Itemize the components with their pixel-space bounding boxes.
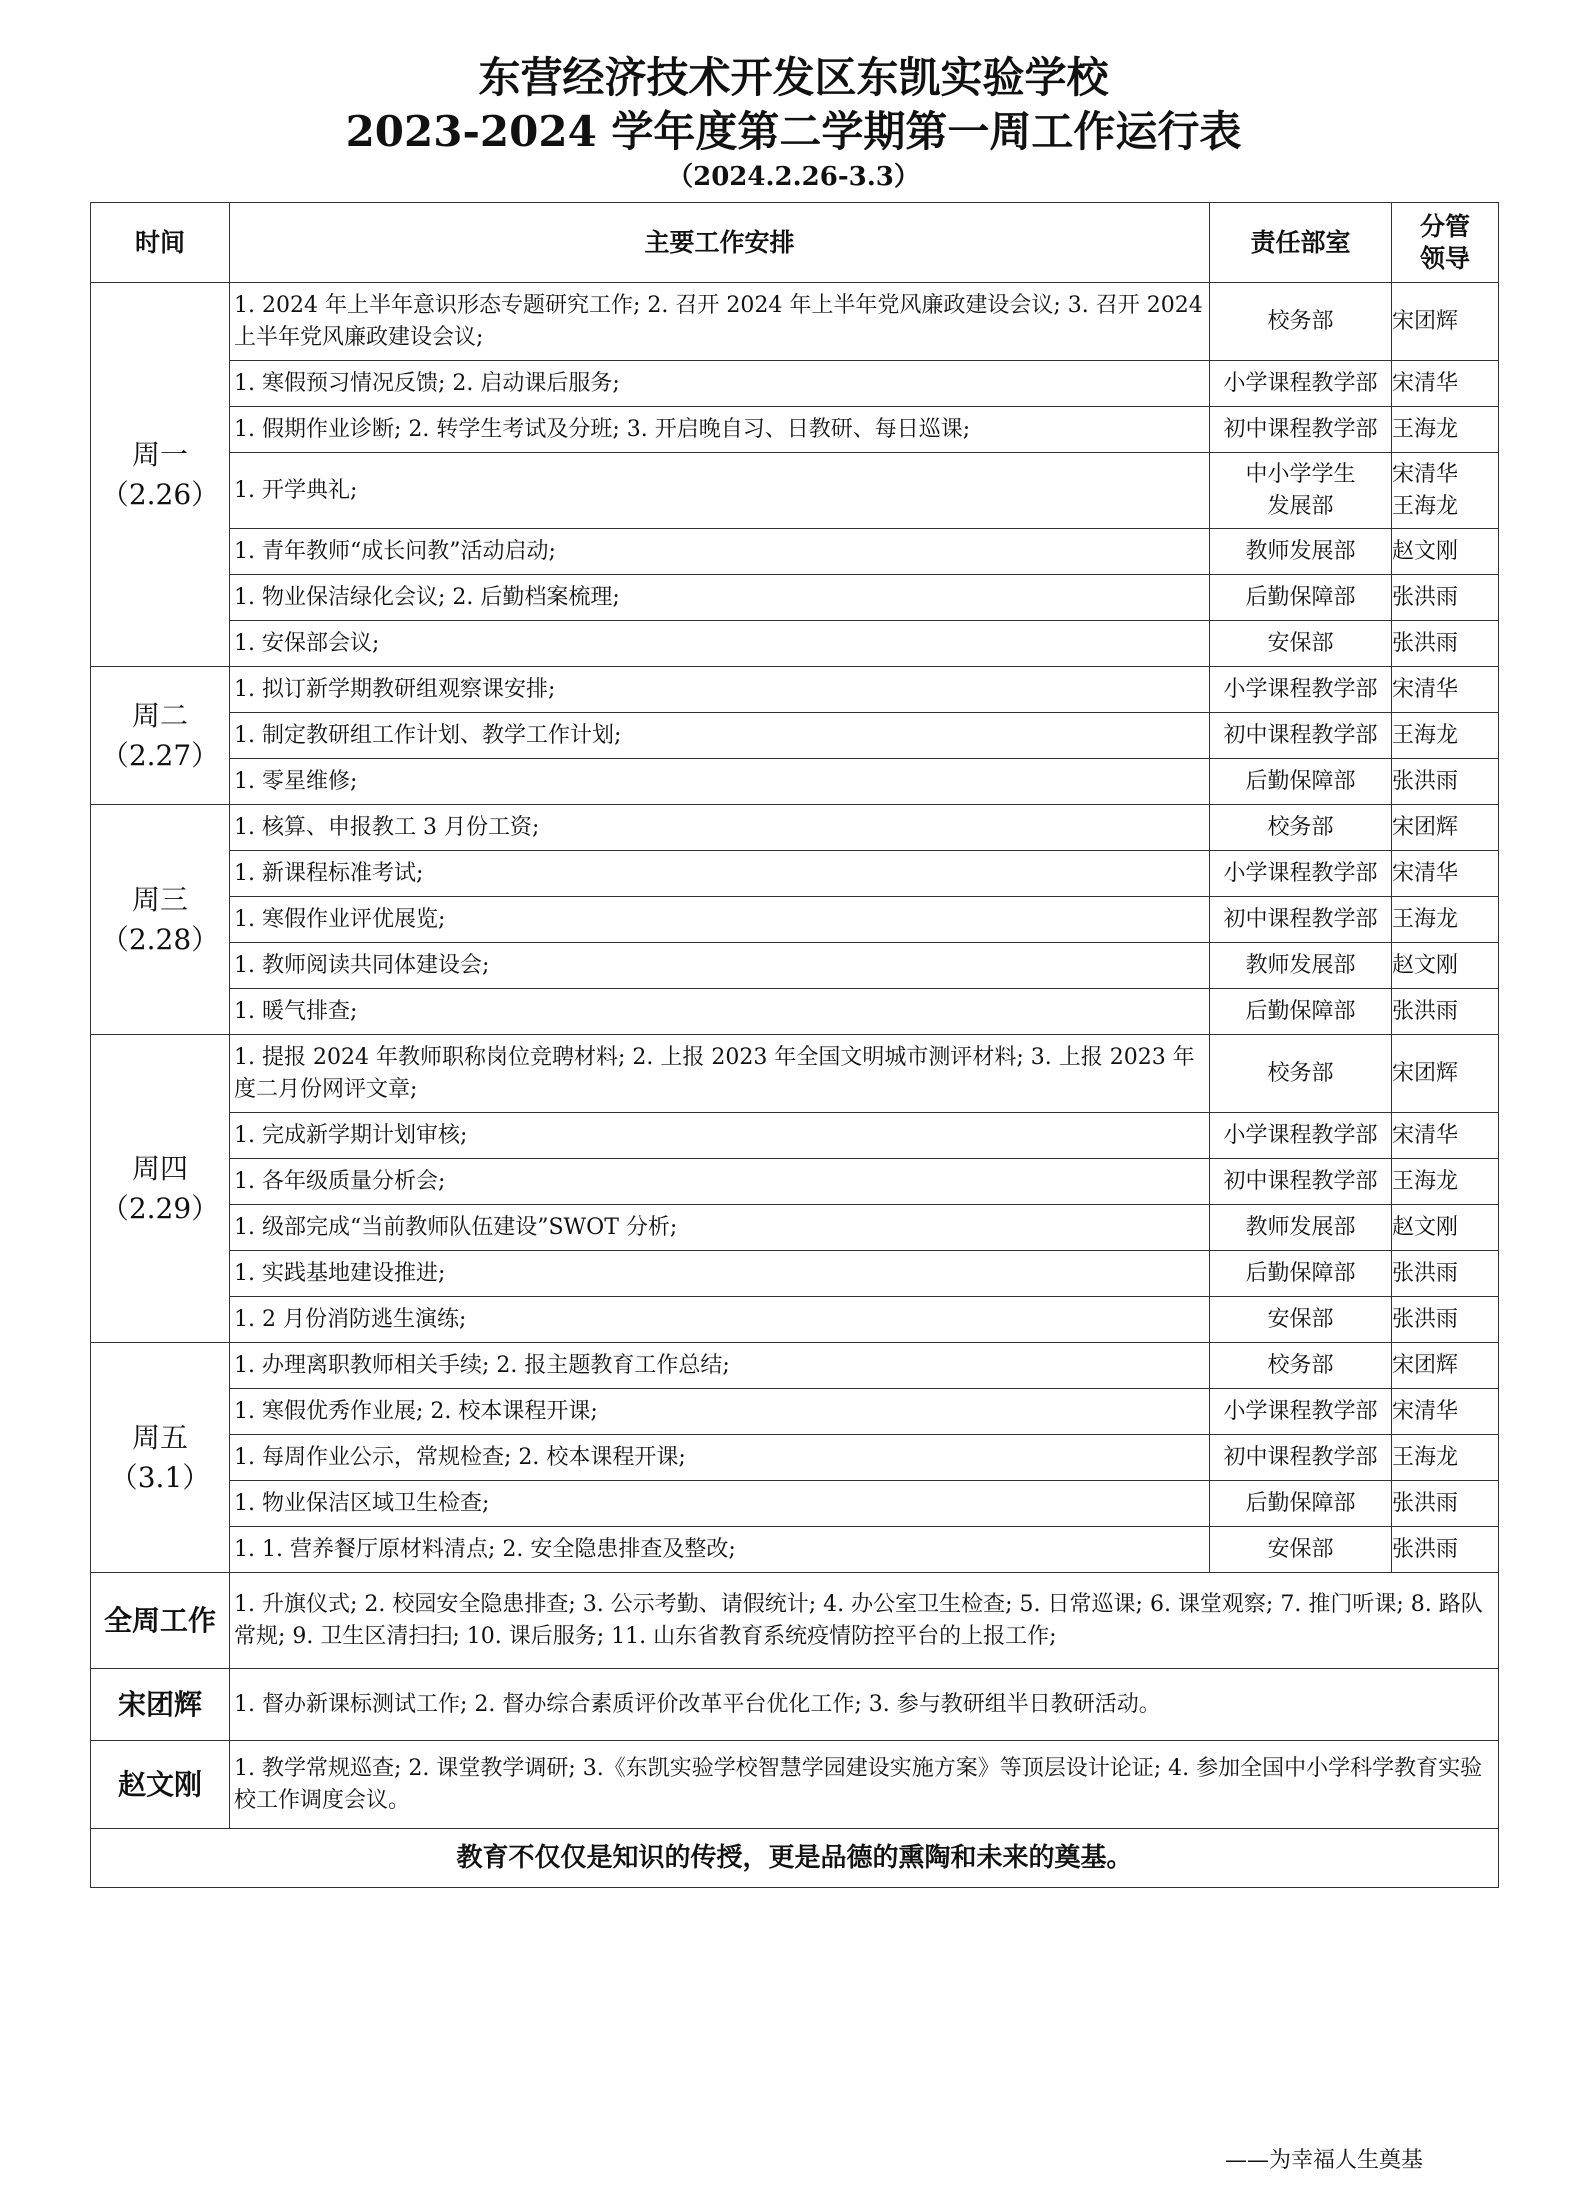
table-row (91, 943, 1499, 989)
table-row (91, 1389, 1499, 1435)
dept-cell: 校务部 (1210, 805, 1392, 851)
table-row (91, 713, 1499, 759)
task-cell: 1. 物业保洁绿化会议; 2. 后勤档案梳理; (230, 575, 1210, 621)
header-dept: 责任部室 (1210, 203, 1392, 283)
leader-cell: 王海龙 (1392, 713, 1499, 759)
task-cell: 1. 实践基地建设推进; (230, 1251, 1210, 1297)
document-subtitle: 2023-2024 学年度第二学期第一周工作运行表 (345, 107, 1242, 156)
leader-cell: 王海龙 (1392, 1435, 1499, 1481)
table-row (91, 407, 1499, 453)
dept-cell: 中小学学生 发展部 (1210, 453, 1392, 529)
table-row (91, 851, 1499, 897)
dept-cell: 校务部 (1210, 283, 1392, 361)
leader-cell: 张洪雨 (1392, 1481, 1499, 1527)
dept-cell: 安保部 (1210, 1527, 1392, 1573)
dept-cell: 小学课程教学部 (1210, 361, 1392, 407)
task-cell: 1. 2 月份消防逃生演练; (230, 1297, 1210, 1343)
table-row (91, 575, 1499, 621)
task-cell: 1. 2024 年上半年意识形态专题研究工作; 2. 召开 2024 年上半年党风廉政建设会议; 3. 召开 2024 上半年党风廉政建设会议; (230, 283, 1210, 361)
dept-cell: 校务部 (1210, 1343, 1392, 1389)
task-cell: 1. 寒假预习情况反馈; 2. 启动课后服务; (230, 361, 1210, 407)
header-work: 主要工作安排 (230, 203, 1210, 283)
leader-cell: 张洪雨 (1392, 1251, 1499, 1297)
table-row (91, 667, 1499, 713)
dept-cell: 后勤保障部 (1210, 1251, 1392, 1297)
task-cell: 1. 暖气排查; (230, 989, 1210, 1035)
table-row (91, 989, 1499, 1035)
dept-cell: 初中课程教学部 (1210, 897, 1392, 943)
table-row (91, 529, 1499, 575)
table-row (91, 1527, 1499, 1573)
task-cell: 1. 完成新学期计划审核; (230, 1113, 1210, 1159)
summary-row (91, 1573, 1499, 1669)
leader-cell: 宋清华 王海龙 (1392, 453, 1499, 529)
task-cell: 1. 寒假作业评优展览; (230, 897, 1210, 943)
dept-cell: 小学课程教学部 (1210, 1113, 1392, 1159)
day-date: （2.26） (100, 477, 220, 511)
table-row (91, 1481, 1499, 1527)
day-name: 周四 (131, 1151, 188, 1185)
dept-cell: 小学课程教学部 (1210, 1389, 1392, 1435)
leader-cell: 王海龙 (1392, 897, 1499, 943)
table-row (91, 1113, 1499, 1159)
table-row (91, 897, 1499, 943)
leader-cell: 赵文刚 (1392, 1205, 1499, 1251)
dept-cell: 教师发展部 (1210, 529, 1392, 575)
table-row (91, 805, 1499, 851)
dept-cell: 校务部 (1210, 1035, 1392, 1113)
leader-cell: 宋清华 (1392, 1389, 1499, 1435)
day-date: （2.28） (100, 922, 220, 956)
summary-text: 1. 督办新课标测试工作; 2. 督办综合素质评价改革平台优化工作; 3. 参与教研组半日教研活动。 (230, 1669, 1499, 1741)
leader-cell: 宋团辉 (1392, 1343, 1499, 1389)
task-cell: 1. 开学典礼; (230, 453, 1210, 529)
table-row (91, 621, 1499, 667)
dept-cell: 小学课程教学部 (1210, 667, 1392, 713)
dept-cell: 安保部 (1210, 621, 1392, 667)
summary-label: 宋团辉 (91, 1669, 230, 1741)
leader-cell: 宋团辉 (1392, 805, 1499, 851)
dept-cell: 初中课程教学部 (1210, 713, 1392, 759)
day-name: 周三 (131, 882, 188, 916)
dept-cell: 后勤保障部 (1210, 759, 1392, 805)
task-cell: 1. 1. 营养餐厅原材料清点; 2. 安全隐患排查及整改; (230, 1527, 1210, 1573)
day-name: 周二 (131, 698, 188, 732)
leader-cell: 宋团辉 (1392, 283, 1499, 361)
task-cell: 1. 提报 2024 年教师职称岗位竞聘材料; 2. 上报 2023 年全国文明城市测评材料; 3. 上报 2023 年度二月份网评文章; (230, 1035, 1210, 1113)
leader-cell: 张洪雨 (1392, 1527, 1499, 1573)
leader-cell: 宋清华 (1392, 851, 1499, 897)
table-row (91, 1251, 1499, 1297)
leader-cell: 宋团辉 (1392, 1035, 1499, 1113)
summary-label: 赵文刚 (91, 1741, 230, 1829)
task-cell: 1. 物业保洁区域卫生检查; (230, 1481, 1210, 1527)
document-title: 东营经济技术开发区东凯实验学校 (478, 53, 1109, 102)
task-cell: 1. 寒假优秀作业展; 2. 校本课程开课; (230, 1389, 1210, 1435)
day-date: （3.1） (109, 1460, 211, 1494)
dept-cell: 小学课程教学部 (1210, 851, 1392, 897)
leader-cell: 宋清华 (1392, 1113, 1499, 1159)
summary-text: 1. 升旗仪式; 2. 校园安全隐患排查; 3. 公示考勤、请假统计; 4. 办公室卫生检查; 5. 日常巡课; 6. 课堂观察; 7. 推门听课; 8. 路队常规; 9. 卫生区清扫扫; 10. 课后服务; 11. 山东省教育系统疫情防控平台的上报工作; (230, 1573, 1499, 1669)
task-cell: 1. 办理离职教师相关手续; 2. 报主题教育工作总结; (230, 1343, 1210, 1389)
leader-cell: 张洪雨 (1392, 989, 1499, 1035)
day-name: 周五 (131, 1420, 188, 1454)
table-row (91, 453, 1499, 529)
table-row (91, 759, 1499, 805)
table-row (91, 1297, 1499, 1343)
task-cell: 1. 假期作业诊断; 2. 转学生考试及分班; 3. 开启晚自习、日教研、每日巡课; (230, 407, 1210, 453)
day-cell (91, 283, 230, 667)
task-cell: 1. 新课程标准考试; (230, 851, 1210, 897)
header-time: 时间 (91, 203, 230, 283)
dept-cell: 教师发展部 (1210, 1205, 1392, 1251)
summary-row (91, 1669, 1499, 1741)
leader-cell: 张洪雨 (1392, 575, 1499, 621)
task-cell: 1. 安保部会议; (230, 621, 1210, 667)
day-cell (91, 667, 230, 805)
header-leader: 分管 领导 (1392, 203, 1499, 283)
task-cell: 1. 级部完成“当前教师队伍建设”SWOT 分析; (230, 1205, 1210, 1251)
leader-cell: 张洪雨 (1392, 621, 1499, 667)
document-date-range: （2024.2.26-3.3） (667, 162, 920, 192)
table-row (91, 1035, 1499, 1113)
schedule-table (90, 202, 1499, 1888)
dept-cell: 初中课程教学部 (1210, 1435, 1392, 1481)
day-cell (91, 805, 230, 1035)
dept-cell: 初中课程教学部 (1210, 407, 1392, 453)
task-cell: 1. 核算、申报教工 3 月份工资; (230, 805, 1210, 851)
dept-cell: 后勤保障部 (1210, 989, 1392, 1035)
table-row (91, 361, 1499, 407)
signature: ——为幸福人生奠基 (1225, 2148, 1424, 2173)
day-cell (91, 1035, 230, 1343)
task-cell: 1. 零星维修; (230, 759, 1210, 805)
dept-cell: 教师发展部 (1210, 943, 1392, 989)
leader-cell: 宋清华 (1392, 361, 1499, 407)
dept-cell: 后勤保障部 (1210, 1481, 1392, 1527)
task-cell: 1. 各年级质量分析会; (230, 1159, 1210, 1205)
footer-motto: 教育不仅仅是知识的传授，更是品德的熏陶和未来的奠基。 (91, 1829, 1499, 1888)
table-row (91, 1159, 1499, 1205)
dept-cell: 初中课程教学部 (1210, 1159, 1392, 1205)
day-cell (91, 1343, 230, 1573)
leader-cell: 王海龙 (1392, 1159, 1499, 1205)
leader-cell: 赵文刚 (1392, 943, 1499, 989)
task-cell: 1. 制定教研组工作计划、教学工作计划; (230, 713, 1210, 759)
task-cell: 1. 每周作业公示，常规检查; 2. 校本课程开课; (230, 1435, 1210, 1481)
task-cell: 1. 青年教师“成长问教”活动启动; (230, 529, 1210, 575)
task-cell: 1. 教师阅读共同体建设会; (230, 943, 1210, 989)
summary-label: 全周工作 (91, 1573, 230, 1669)
footer-row (91, 1829, 1499, 1888)
dept-cell: 安保部 (1210, 1297, 1392, 1343)
table-row (91, 1343, 1499, 1389)
summary-row (91, 1741, 1499, 1829)
task-cell: 1. 拟订新学期教研组观察课安排; (230, 667, 1210, 713)
leader-cell: 王海龙 (1392, 407, 1499, 453)
table-row (91, 1435, 1499, 1481)
table-row (91, 283, 1499, 361)
day-date: （2.27） (100, 738, 220, 772)
leader-cell: 赵文刚 (1392, 529, 1499, 575)
day-name: 周一 (131, 437, 188, 471)
dept-cell: 后勤保障部 (1210, 575, 1392, 621)
summary-text: 1. 教学常规巡查; 2. 课堂教学调研; 3.《东凯实验学校智慧学园建设实施方案》等顶层设计论证; 4. 参加全国中小学科学教育实验校工作调度会议。 (230, 1741, 1499, 1829)
table-row (91, 1205, 1499, 1251)
day-date: （2.29） (100, 1191, 220, 1225)
leader-cell: 宋清华 (1392, 667, 1499, 713)
leader-cell: 张洪雨 (1392, 1297, 1499, 1343)
leader-cell: 张洪雨 (1392, 759, 1499, 805)
